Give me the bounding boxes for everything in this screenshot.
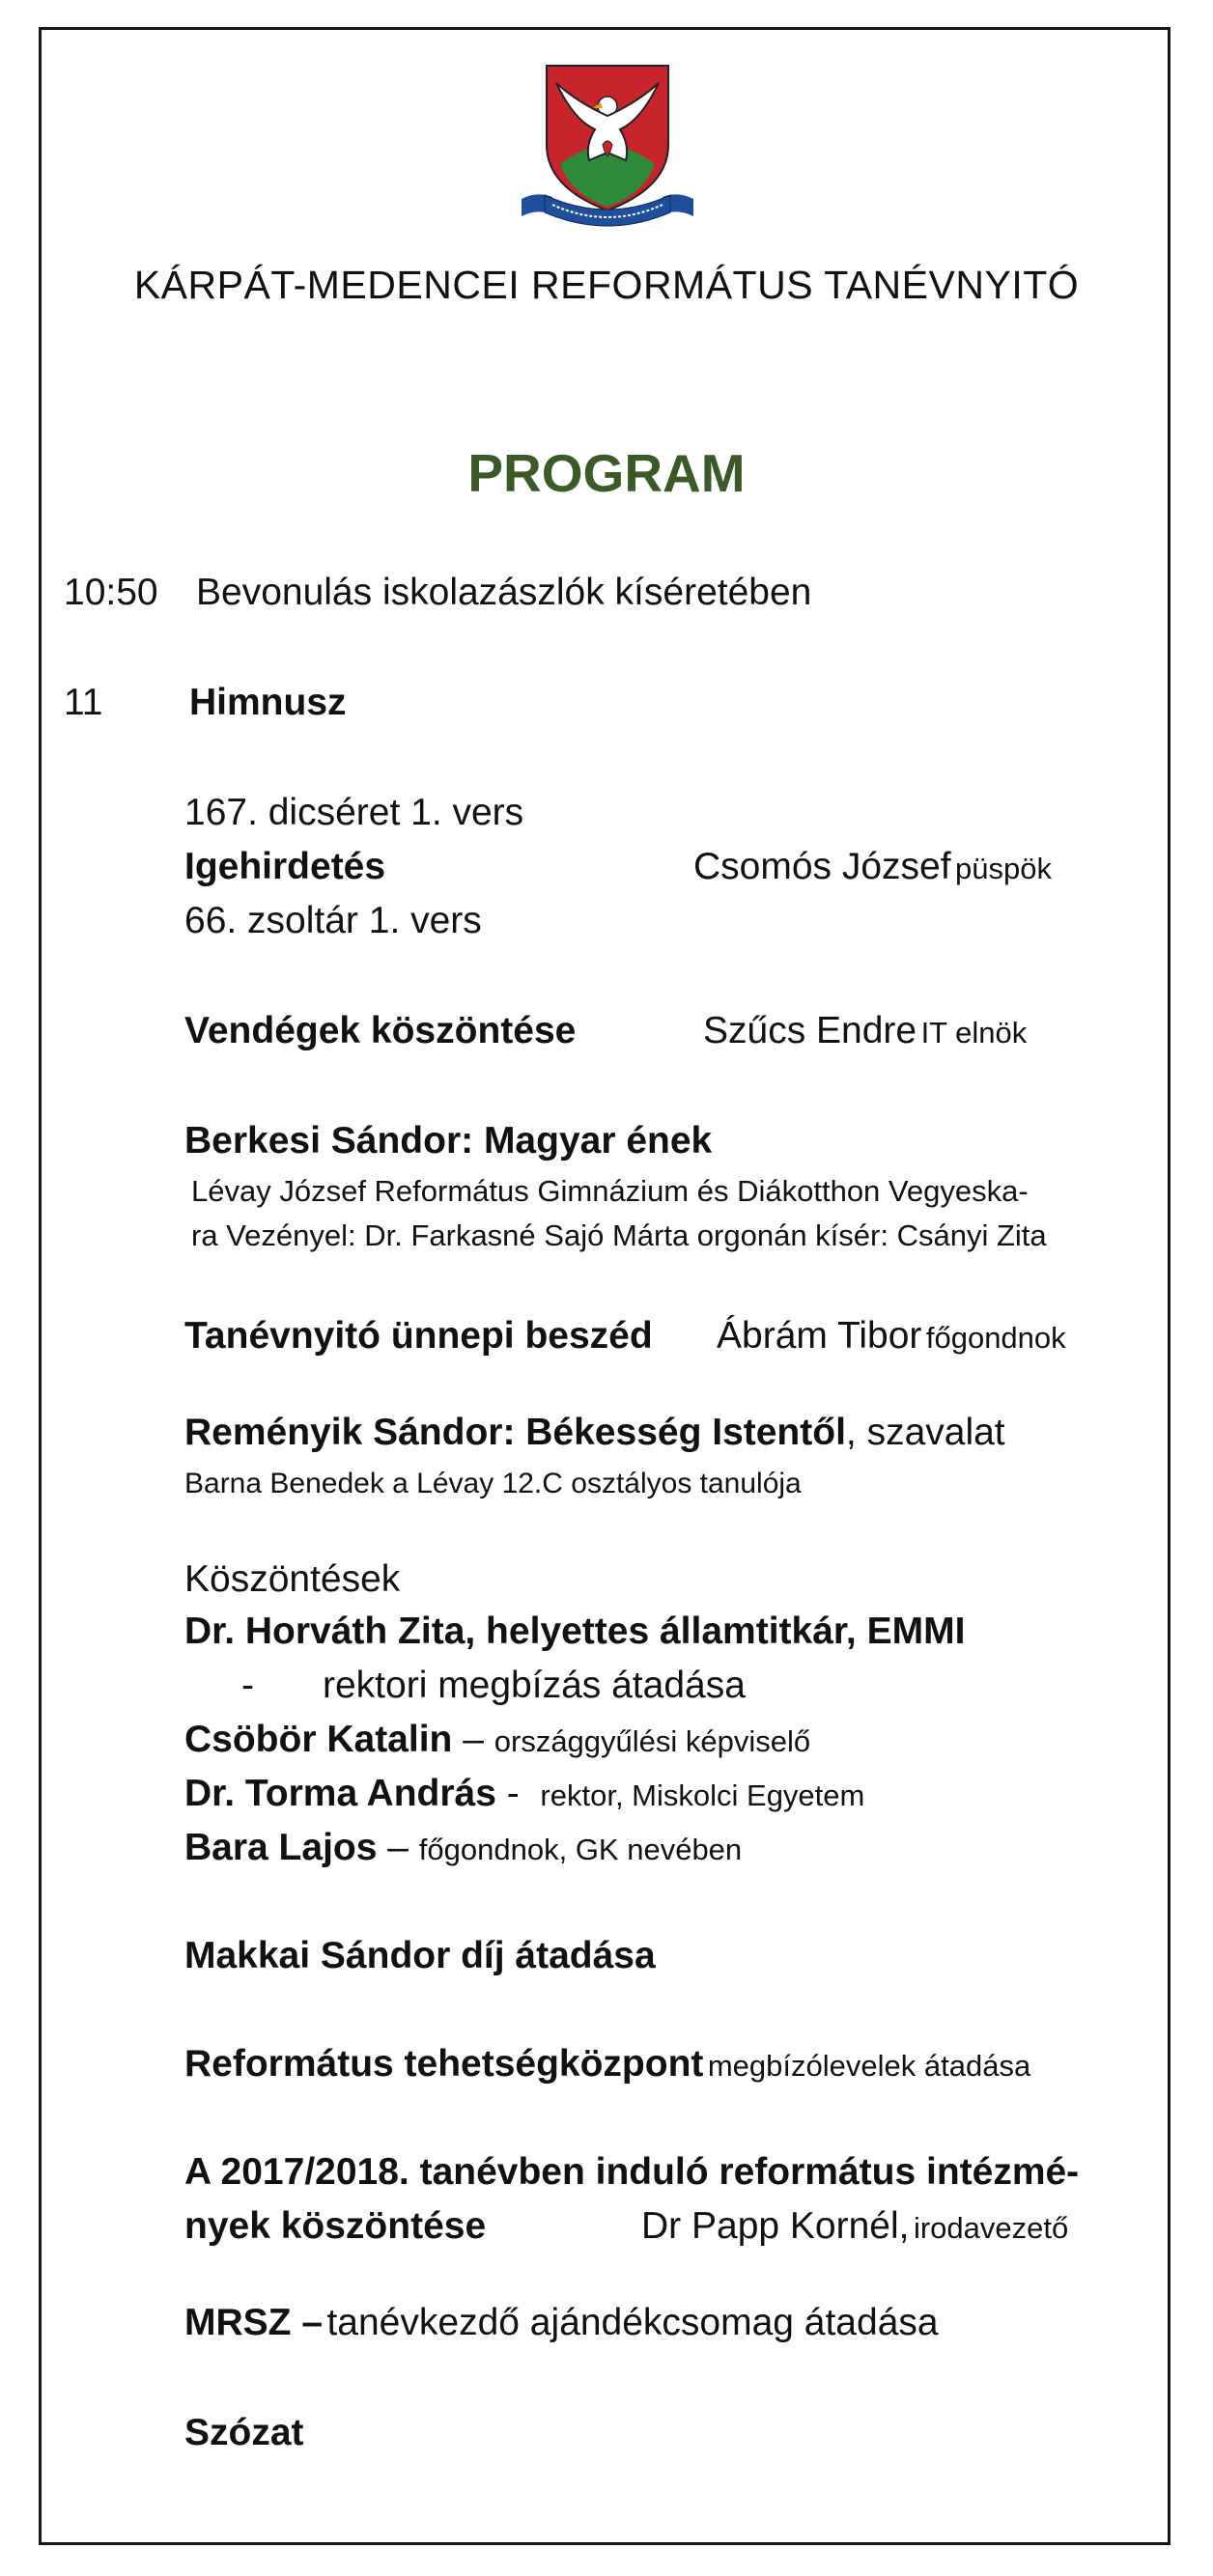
entry-text: Bevonulás iskolazászlók kíséretében [196, 572, 812, 613]
mrsz-title: MRSZ – [184, 2302, 324, 2343]
speech-title: Tanévnyitó ünnepi beszéd [184, 1315, 653, 1357]
greeting-torma-dash: - [495, 1773, 541, 1814]
song-title: Berkesi Sándor: Magyar ének [184, 1120, 713, 1162]
institutions-speaker: Dr Papp Kornél, [641, 2205, 910, 2247]
institutions-line-1: A 2017/2018. tanévben induló református intézmé- [184, 2151, 1080, 2193]
institutions-line-2: nyek köszöntése [184, 2205, 487, 2247]
talent-center-role: megbízólevelek átadása [707, 2049, 1031, 2083]
sermon-title: Igehirdetés [184, 846, 386, 887]
greeting-csobor-dash: – [452, 1719, 494, 1760]
mrsz-text: tanévkezdő ajándékcsomag átadása [326, 2302, 939, 2343]
choir-line-2: ra Vezényel: Dr. Farkasné Sajó Márta orgonán kísér: Csányi Zita [191, 1218, 1047, 1252]
sermon-speaker: Csomós József [693, 846, 951, 887]
program-heading: PROGRAM [467, 443, 746, 503]
greeting-bara-role: főgondnok, GK nevében [418, 1833, 743, 1866]
sermon-role: püspök [955, 852, 1053, 885]
poem-title: Reményik Sándor: Békesség Istentől [184, 1412, 846, 1453]
psalm-66: 66. zsoltár 1. vers [184, 900, 482, 941]
szozat: Szózat [184, 2412, 304, 2453]
speech-role: főgondnok [925, 1321, 1066, 1355]
coat-of-arms-logo [518, 60, 697, 229]
greetings-heading: Köszöntések [184, 1558, 401, 1600]
document-title: KÁRPÁT-MEDENCEI REFORMÁTUS TANÉVNYITÓ [133, 263, 1080, 307]
guests-role: IT elnök [920, 1016, 1028, 1050]
makkai-award: Makkai Sándor díj átadása [184, 1935, 656, 1976]
bullet-dash: - [241, 1665, 254, 1706]
greeting-horvath: Dr. Horváth Zita, helyettes államtitkár, EMMI [184, 1610, 966, 1652]
greeting-csobor-name: Csöbör Katalin [184, 1719, 453, 1760]
greeting-bara-name: Bara Lajos [184, 1827, 378, 1868]
guests-speaker: Szűcs Endre [703, 1010, 917, 1051]
greeting-torma-role: rektor, Miskolci Egyetem [540, 1778, 865, 1812]
speech-speaker: Ábrám Tibor [717, 1315, 922, 1357]
rector-mandate: rektori megbízás átadása [323, 1665, 746, 1706]
guests-title: Vendégek köszöntése [184, 1010, 577, 1051]
greeting-csobor-role: országgyűlési képviselő [494, 1724, 811, 1758]
choir-line-1: Lévay József Református Gimnázium és Diákotthon Vegyeska- [191, 1174, 1029, 1208]
entry-time: 10:50 [64, 572, 158, 613]
poem-suffix: , szavalat [845, 1412, 1005, 1453]
talent-center-title: Református tehetségközpont [184, 2043, 704, 2085]
institutions-role: irodavezető [913, 2211, 1069, 2245]
greeting-torma-name: Dr. Torma András [184, 1773, 496, 1814]
hymn-167: 167. dicséret 1. vers [184, 792, 524, 833]
greeting-bara-dash: – [377, 1827, 419, 1868]
anthem-text: Himnusz [189, 682, 347, 723]
poem-reciter: Barna Benedek a Lévay 12.C osztályos tanulója [184, 1468, 802, 1499]
anthem-time: 11 [64, 682, 103, 723]
